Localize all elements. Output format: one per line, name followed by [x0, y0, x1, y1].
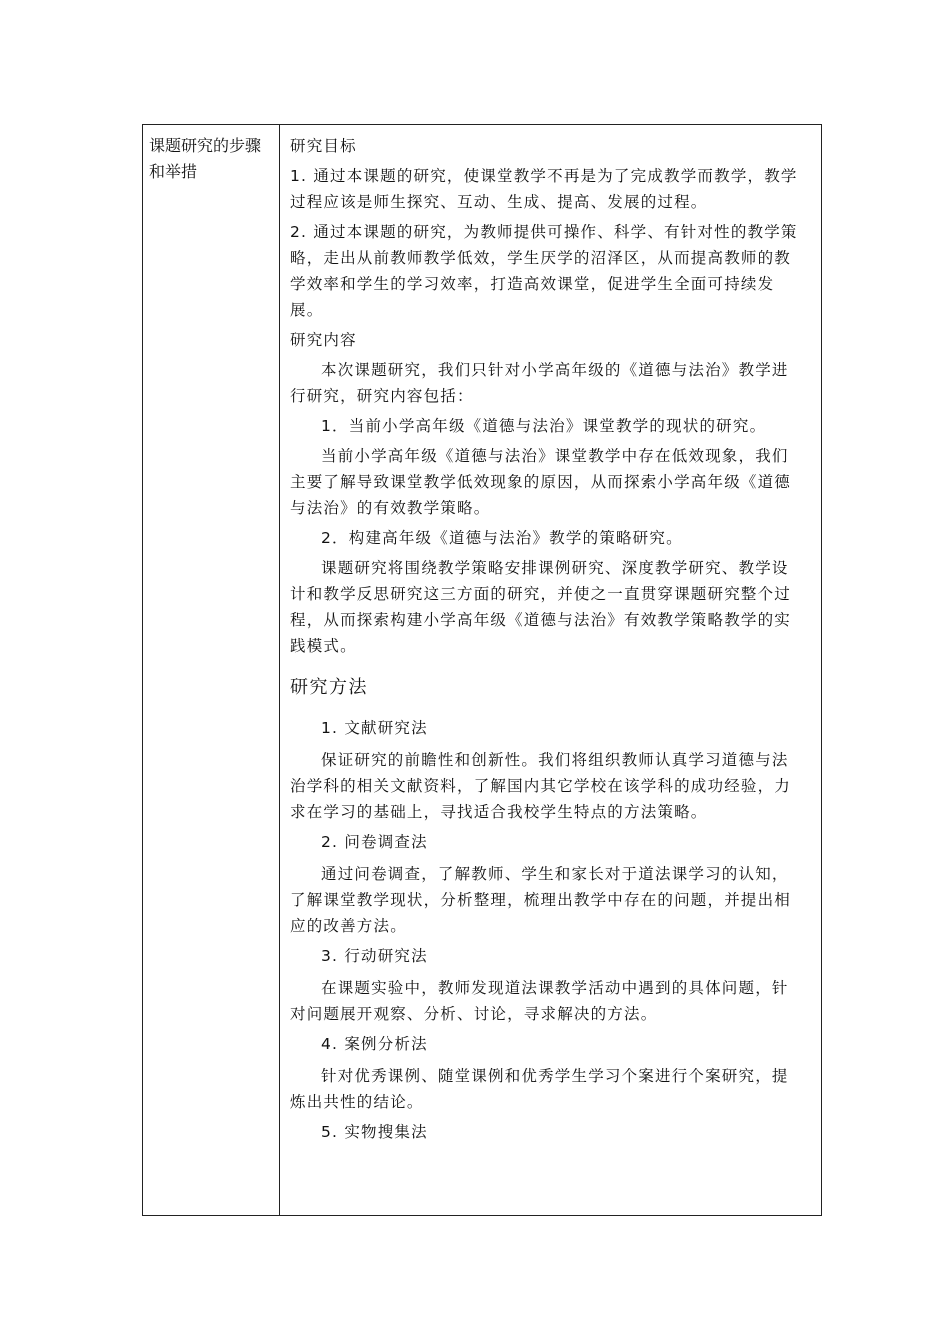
method-5-title: 5. 实物搜集法: [321, 1123, 428, 1141]
method-4-title: 4. 案例分析法: [321, 1035, 428, 1053]
method-3-title: 3. 行动研究法: [321, 947, 428, 965]
content-intro: 本次课题研究，我们只针对小学高年级的《道德与法治》教学进行研究，研究内容包括：: [290, 361, 789, 405]
document-table: [142, 124, 822, 1216]
content-item-1-title: 1．当前小学高年级《道德与法治》课堂教学的现状的研究。: [321, 417, 767, 435]
method-3-body: 在课题实验中，教师发现道法课教学活动中遇到的具体问题，针对问题展开观察、分析、讨论，寻求解决的方法。: [290, 979, 789, 1023]
content-body: [290, 133, 805, 1151]
table-label-column: [143, 125, 280, 1215]
content-item-2-title: 2．构建高年级《道德与法治》教学的策略研究。: [321, 529, 683, 547]
method-1-body: 保证研究的前瞻性和创新性。我们将组织教师认真学习道德与法治学科的相关文献资料，了解国内其它学校在该学科的成功经验，力求在学习的基础上，寻找适合我校学生特点的方法策略。: [290, 751, 792, 821]
method-2-title: 2. 问卷调查法: [321, 833, 428, 851]
methods-heading: 研究方法: [290, 677, 368, 698]
goal-item-1: 1. 通过本课题的研究，使课堂教学不再是为了完成教学而教学，教学过程应该是师生探究、互动、生成、提高、发展的过程。: [290, 167, 798, 211]
row-label: 课题研究的步骤和举措: [149, 136, 262, 181]
method-2-body: 通过问卷调查，了解教师、学生和家长对于道法课学习的认知，了解课堂教学现状，分析整理，梳理出教学中存在的问题，并提出相应的改善方法。: [290, 865, 792, 935]
method-1-title: 1. 文献研究法: [321, 719, 428, 737]
content-item-1-body: 当前小学高年级《道德与法治》课堂教学中存在低效现象，我们主要了解导致课堂教学低效现象的原因，从而探索小学高年级《道德与法治》的有效教学策略。: [290, 447, 792, 517]
content-heading: 研究内容: [290, 331, 357, 349]
goal-item-2: 2. 通过本课题的研究，为教师提供可操作、科学、有针对性的教学策略，走出从前教师教学低效，学生厌学的沼泽区，从而提高教师的教学效率和学生的学习效率，打造高效课堂，促进学生全面可持续发展。: [290, 223, 798, 319]
goals-heading: 研究目标: [290, 137, 357, 155]
content-item-2-body: 课题研究将围绕教学策略安排课例研究、深度教学研究、教学设计和教学反思研究这三方面的研究，并使之一直贯穿课题研究整个过程，从而探索构建小学高年级《道德与法治》有效教学策略教学的实践模式。: [290, 559, 792, 655]
table-content-column: [280, 125, 821, 1215]
method-4-body: 针对优秀课例、随堂课例和优秀学生学习个案进行个案研究，提炼出共性的结论。: [290, 1067, 789, 1111]
